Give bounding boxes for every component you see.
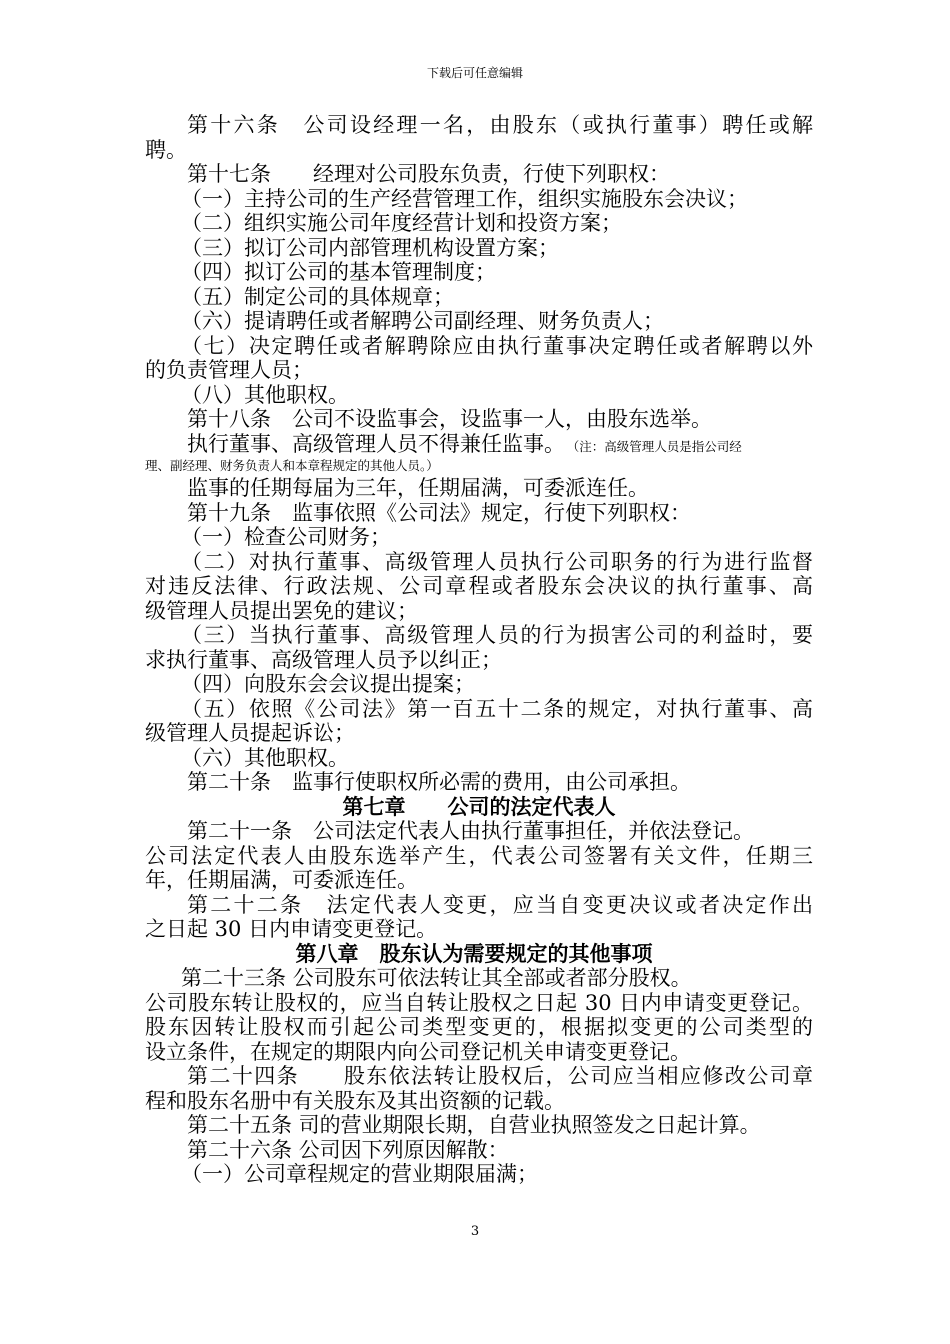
text-line: 级管理人员提出罢免的建议； xyxy=(145,598,418,623)
supervisor-rule-line xyxy=(145,432,813,457)
chapter-7-heading: 第七章 公司的法定代表人 xyxy=(342,793,616,819)
text-line: 第二十二条 法定代表人变更，应当自变更决议或者决定作出 xyxy=(187,892,813,917)
text-line: 第十九条 监事依照《公司法》规定，行使下列职权： xyxy=(187,500,691,525)
text-line: （二）组织实施公司年度经营计划和投资方案； xyxy=(181,211,622,235)
page-header: 下载后可任意编辑 xyxy=(426,66,523,80)
text-line: （四）拟订公司的基本管理制度； xyxy=(181,260,496,284)
page-number: 3 xyxy=(470,1224,480,1239)
text-line: 年，任期届满，可委派连任。 xyxy=(145,868,418,892)
text-line: （六）其他职权。 xyxy=(181,745,349,770)
text-line: 监事的任期每届为三年，任期届满，可委派连任。 xyxy=(187,476,649,500)
text-line: （五）制定公司的具体规章； xyxy=(181,284,454,309)
text-line: 的负责管理人员； xyxy=(145,358,313,382)
text-line: （八）其他职权。 xyxy=(181,382,349,407)
article-block-23-26 xyxy=(145,966,813,1187)
text-line: 程和股东名册中有关股东及其出资额的记载。 xyxy=(145,1088,565,1113)
supervisor-note-start: （注：高级管理人员是指公司经 xyxy=(573,438,742,454)
text-line: （六）提请聘任或者解聘公司副经理、财务负责人； xyxy=(181,309,664,333)
text-line: （三）拟订公司内部管理机构设置方案； xyxy=(181,235,559,260)
article-block-21-22 xyxy=(145,819,813,942)
supervisor-rule-text: 执行董事、高级管理人员不得兼任监事。 xyxy=(187,431,565,456)
chapter-8-heading: 第八章 股东认为需要规定的其他事项 xyxy=(295,940,653,966)
text-line: 第二十六条 公司因下列原因解散： xyxy=(187,1137,509,1162)
text-line: 第二十一条 公司法定代表人由执行董事担任，并依法登记。 xyxy=(187,819,754,843)
text-line: （三）当执行董事、高级管理人员的行为损害公司的利益时，要 xyxy=(181,623,813,647)
text-line: 设立条件，在规定的期限内向公司登记机关申请变更登记。 xyxy=(145,1039,691,1064)
text-line: 聘。 xyxy=(145,137,187,162)
text-line: 第二十五条 司的营业期限长期，自营业执照签发之日起计算。 xyxy=(187,1113,761,1137)
text-line: 公司股东转让股权的，应当自转让股权之日起 30 日内申请变更登记。 xyxy=(145,990,813,1015)
text-line: 第二十四条 股东依法转让股权后，公司应当相应修改公司章 xyxy=(187,1064,813,1088)
article-block-16-18 xyxy=(145,113,813,432)
document-body xyxy=(145,113,813,1187)
text-line: 第十八条 公司不设监事会，设监事一人，由股东选举。 xyxy=(187,407,712,431)
text-line: 第十七条 经理对公司股东负责，行使下列职权： xyxy=(187,162,670,186)
text-line: 级管理人员提起诉讼； xyxy=(145,721,355,745)
text-line: （四）向股东会会议提出提案； xyxy=(181,672,475,696)
text-line: （五）依照《公司法》第一百五十二条的规定，对执行董事、高 xyxy=(181,696,813,721)
text-line: 之日起 30 日内申请变更登记。 xyxy=(145,917,438,941)
text-line: 第十六条 公司设经理一名，由股东（或执行董事）聘任或解 xyxy=(187,113,813,137)
text-line: 第二十三条 公司股东可依法转让其全部或者部分股权。 xyxy=(181,966,692,990)
supervisor-note-continued: 理、副经理、财务负责人和本章程规定的其他人员。） xyxy=(145,458,439,473)
text-line: 公司法定代表人由股东选举产生，代表公司签署有关文件，任期三 xyxy=(145,843,813,868)
text-line: （一）公司章程规定的营业期限届满； xyxy=(181,1162,538,1186)
text-line: （一）检查公司财务； xyxy=(181,525,391,549)
text-line: 对违反法律、行政法规、公司章程或者股东会决议的执行董事、高 xyxy=(145,574,813,598)
text-line: 求执行董事、高级管理人员予以纠正； xyxy=(145,647,502,672)
text-line: （七）决定聘任或者解聘除应由执行董事决定聘任或者解聘以外 xyxy=(181,333,813,358)
text-line: （一）主持公司的生产经营管理工作，组织实施股东会决议； xyxy=(181,186,748,211)
text-line: 第二十条 监事行使职权所必需的费用，由公司承担。 xyxy=(187,770,691,794)
article-block-19-20 xyxy=(145,476,813,795)
text-line: 股东因转让股权而引起公司类型变更的，根据拟变更的公司类型的 xyxy=(145,1015,813,1039)
text-line: （二）对执行董事、高级管理人员执行公司职务的行为进行监督 xyxy=(181,549,813,574)
